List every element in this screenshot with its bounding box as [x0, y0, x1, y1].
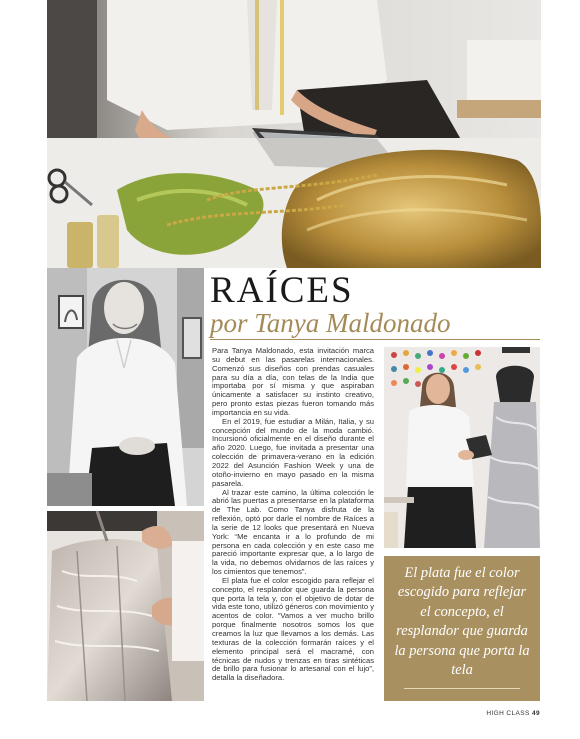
- dress-detail-photo: [47, 511, 204, 701]
- page-number: 49: [531, 710, 540, 717]
- article-paragraph: El plata fue el color escogido para reflejar el concepto, el resplandor que guarda la persona que porta la tela y, con el objetivo de dotar de vida este tono, utilizó géneros con movimiento y acentos de color. “Vamos a ver mucho brillo porque finalmente nosotros somos los que creamos la luz que llevamos a los demás. Las texturas de la colección formarán raíces y el elemento principal será el macramé, con técnicas de nudos y trenzas en tiras sintéticas de brillo para fusionar lo artesanal con el lujo”, detalla la diseñadora.: [212, 575, 374, 683]
- article-paragraph: En el 2019, fue estudiar a Milán, Italia, y su concepción del mundo de la moda cambió. Incursionó oficialmente en el diseño durante el año 2020. Luego, fue invitada a presentar una colección de primavera-verano en la edición 2022 del Asunción Fashion Week y una de otoño-invierno en mayo pasado en la misma pasarela.: [212, 416, 374, 488]
- title-divider: [210, 339, 540, 340]
- pull-quote: El plata fue el color escogido para reflejar el concepto, el resplandor que guarda la persona que porta la tela: [394, 565, 530, 679]
- magazine-name: HIGH CLASS: [486, 710, 530, 717]
- article-title: RAÍCES: [210, 270, 354, 311]
- pull-quote-divider: [404, 688, 520, 689]
- page-footer: [470, 710, 540, 717]
- article-paragraph: Para Tanya Maldonado, esta invitación marca su debut en las pasarelas internacionales. Comenzó sus diseños con prendas casuales para su día a día, con telas de la India que importaba por sí misma y que aspiraban únicamente a satisfacer su instinto creativo, pero pronto estas piezas fueron tomando más importancia en su vida.: [212, 347, 374, 417]
- atelier-photo: [384, 347, 540, 548]
- article-paragraph: Al trazar este camino, la última colección le abrió las puertas a presentarse en la plataforma de The Lab. Como Tanya disfruta de la reflexión, optó por darle el nombre de Raíces a la serie de 12 looks que presentará en Nueva York: “Me encanta ir a lo profundo de mi persona en cada colección y en este caso me pareció importante expresar que, a lo largo de la vida, no debemos olvidarnos de las raíces y los cimientos que tenemos”.: [212, 487, 374, 577]
- portrait-photo: [47, 268, 204, 506]
- article-body: [212, 347, 374, 719]
- pull-quote-box: [384, 556, 540, 701]
- article-byline: por Tanya Maldonado: [210, 308, 451, 338]
- hero-photo: [47, 0, 541, 268]
